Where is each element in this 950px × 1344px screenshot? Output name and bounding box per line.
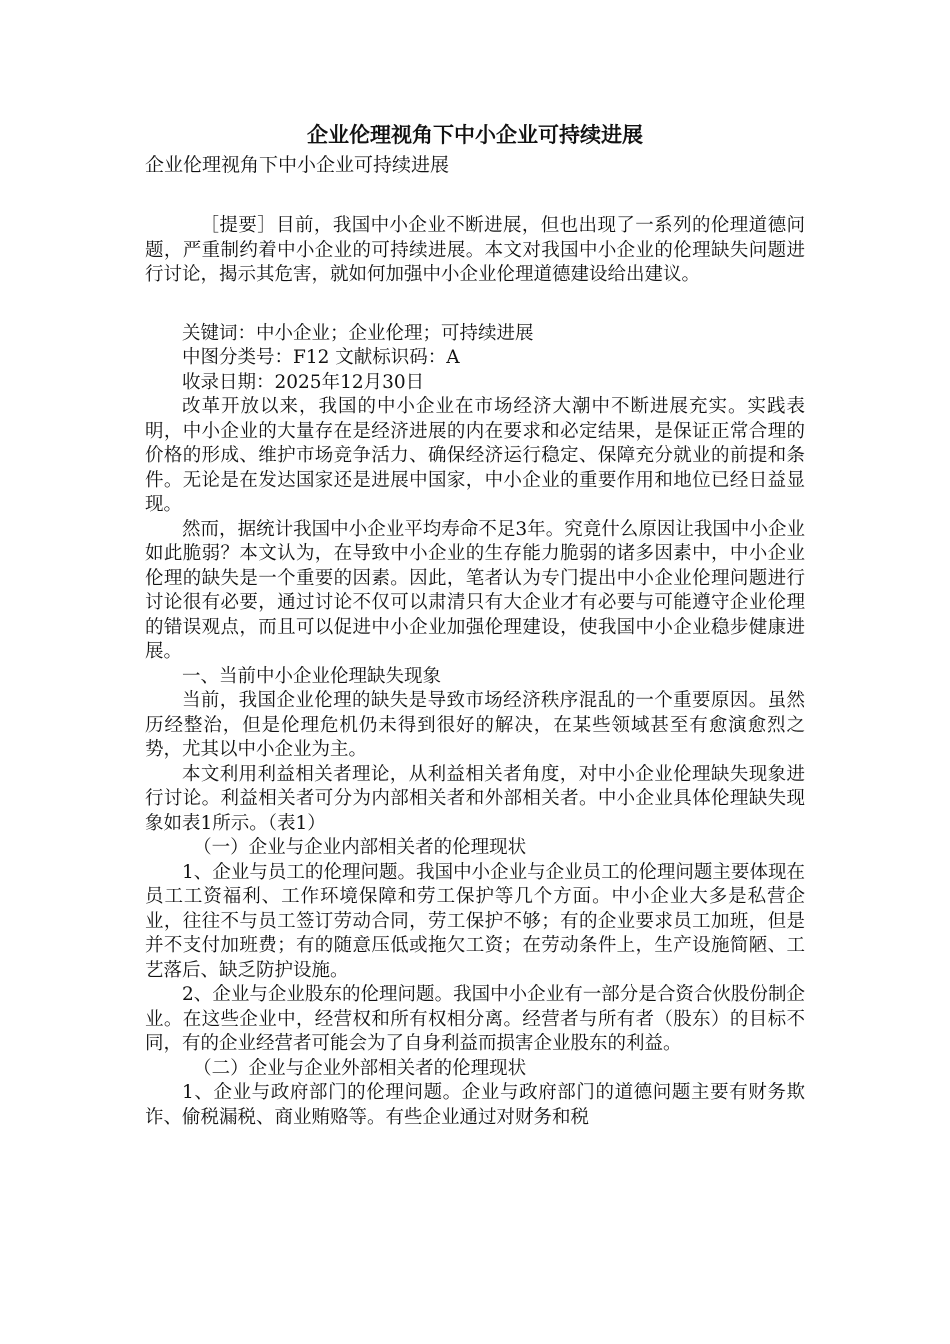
document-subtitle: 企业伦理视角下中小企业可持续进展 (145, 154, 450, 176)
body-paragraph: 1、企业与员工的伦理问题。我国中小企业与企业员工的伦理问题主要体现在员工工资福利、工作环境保障和劳工保护等几个方面。中小企业大多是私营企业，往往不与员工签订劳动合同，劳工保护不够；有的企业要求员工加班，但是并不支付加班费；有的随意压低或拖欠工资；在劳动条件上，生产设施简陋、工艺落后、缺乏防护设施。 (145, 861, 805, 981)
keywords-line: 关键词：中小企业；企业伦理；可持续进展 (182, 322, 534, 344)
received-date-line: 收录日期：2025年12月30日 (182, 371, 425, 393)
document-page (145, 118, 805, 1130)
abstract-paragraph: ［提要］目前，我国中小企业不断进展，但也出现了一系列的伦理道德问题，严重制约着中小企业的可持续进展。本文对我国中小企业的伦理缺失问题进行讨论，揭示其危害，就如何加强中小企业伦理道德建设给出建议。 (145, 215, 805, 285)
body-paragraph: 本文利用利益相关者理论，从利益相关者角度，对中小企业伦理缺失现象进行讨论。利益相关者可分为内部相关者和外部相关者。中小企业具体伦理缺失现象如表1所示。（表1） (145, 763, 805, 834)
body-paragraph: 2、企业与企业股东的伦理问题。我国中小企业有一部分是合资合伙股份制企业。在这些企业中，经营权和所有权相分离。经营者与所有者（股东）的目标不同，有的企业经营者可能会为了自身利益而损害企业股东的利益。 (145, 984, 805, 1054)
body-paragraph: 改革开放以来，我国的中小企业在市场经济大潮中不断进展充实。实践表明，中小企业的大量存在是经济进展的内在要求和必定结果，是保证正常合理的价格的形成、维护市场竞争活力、确保经济运行稳定、保障充分就业的前提和条件。无论是在发达国家还是进展中国家，中小企业的重要作用和地位已经日益显现。 (145, 396, 805, 515)
body-paragraph: 当前，我国企业伦理的缺失是导致市场经济秩序混乱的一个重要原因。虽然历经整治，但是伦理危机仍未得到很好的解决，在某些领域甚至有愈演愈烈之势，尤其以中小企业为主。 (145, 690, 805, 760)
classification-line: 中图分类号：F12 文献标识码：A (182, 347, 460, 368)
subsection-heading-2: （二）企业与企业外部相关者的伦理现状 (193, 1057, 527, 1079)
spacer (145, 180, 805, 214)
body-paragraph: 然而，据统计我国中小企业平均寿命不足3年。究竟什么原因让我国中小企业如此脆弱？本文认为，在导致中小企业的生存能力脆弱的诸多因素中，中小企业伦理的缺失是一个重要的因素。因此，笔者认为专门提出中小企业伦理问题进行讨论很有必要，通过讨论不仅可以肃清只有大企业才有必要与可能遵守企业伦理的错误观点，而且可以促进中小企业加强伦理建设，使我国中小企业稳步健康进展。 (145, 518, 805, 662)
body-paragraph: 1、企业与政府部门的伦理问题。企业与政府部门的道德问题主要有财务欺诈、偷税漏税、商业贿赂等。有些企业通过对财务和税 (145, 1082, 805, 1128)
subsection-heading-1: （一）企业与企业内部相关者的伦理现状 (193, 837, 527, 858)
section-heading-1: 一、当前中小企业伦理缺失现象 (182, 665, 442, 687)
spacer (145, 288, 805, 322)
document-title: 企业伦理视角下中小企业可持续进展 (307, 123, 643, 147)
